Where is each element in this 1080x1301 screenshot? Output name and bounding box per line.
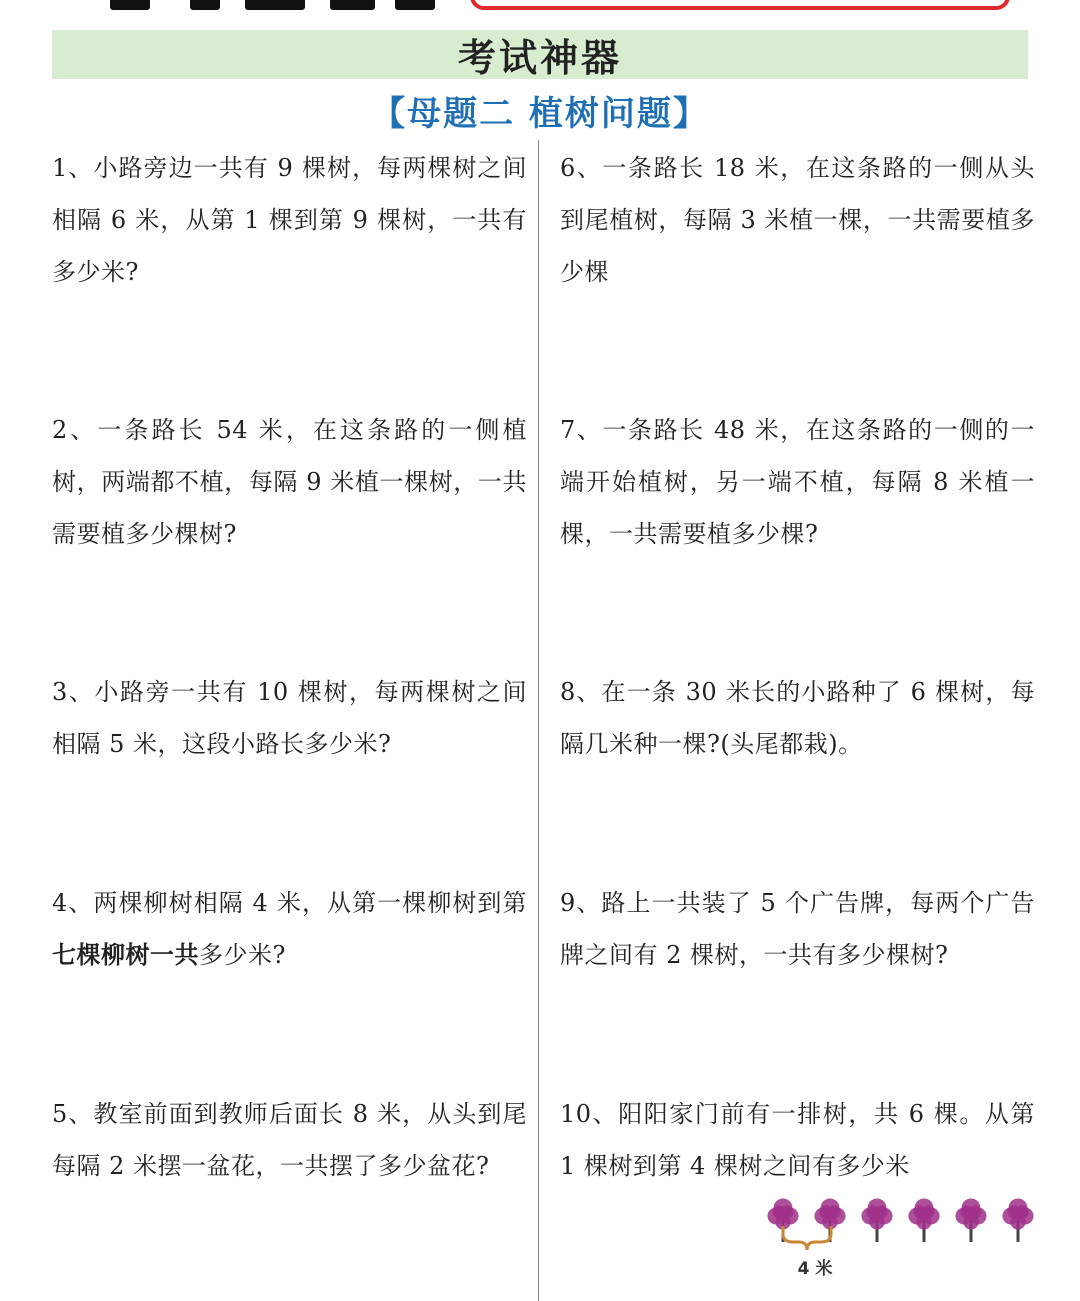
tree-icon: [955, 1199, 986, 1243]
problem-10: 10、阳阳家门前有一排树，共 6 棵。从第 1 棵树到第 4 棵树之间有多少米: [560, 1100, 1035, 1180]
problem-8: 8、在一条 30 米长的小路种了 6 棵树，每隔几米种一棵?(头尾都栽)。: [560, 678, 1035, 758]
problem-4-part-b: 多少米?: [199, 941, 286, 969]
problem-4: [52, 877, 527, 981]
problem-6: 6、一条路长 18 米，在这条路的一侧从头到尾植树，每隔 3 米植一棵，一共需要植多少棵: [560, 154, 1035, 286]
tree-icon: [908, 1199, 939, 1243]
problem-1: 1、小路旁边一共有 9 棵树，每两棵树之间相隔 6 米，从第 1 棵到第 9 棵树，一共有多少米?: [52, 154, 527, 286]
title-banner: [52, 30, 1028, 79]
problem-4-part-a: 4、两棵柳树相隔 4 米，从第一棵柳树到第: [52, 889, 527, 917]
distance-brace: [783, 1226, 831, 1250]
cropped-header-strip: [0, 0, 1080, 22]
distance-label: 4 米: [797, 1259, 833, 1279]
problem-3: 3、小路旁一共有 10 棵树，每两棵树之间相隔 5 米，这段小路长多少米?: [52, 678, 527, 758]
problem-2: 2、一条路长 54 米，在这条路的一侧植树，两端都不植，每隔 9 米植一棵树，一共需要植多少棵树?: [52, 416, 527, 548]
tree-icon: [861, 1199, 892, 1243]
section-subtitle: 【母题二 植树问题】: [371, 93, 709, 134]
problem-4-bold-part: 七棵柳树一共: [52, 940, 199, 969]
problem-9: 9、路上一共装了 5 个广告牌，每两个广告牌之间有 2 棵树，一共有多少棵树?: [560, 889, 1035, 969]
tree-icon: [1002, 1199, 1033, 1243]
problem-5: 5、教室前面到教师后面长 8 米，从头到尾每隔 2 米摆一盆花，一共摆了多少盆花?: [52, 1100, 527, 1180]
problem-7: 7、一条路长 48 米，在这条路的一侧的一端开始植树，另一端不植，每隔 8 米植一棵，一共需要植多少棵?: [560, 416, 1035, 548]
page-title: 考试神器: [457, 36, 622, 80]
column-divider: [538, 140, 539, 1301]
tree-row-illustration: [765, 1196, 1035, 1296]
